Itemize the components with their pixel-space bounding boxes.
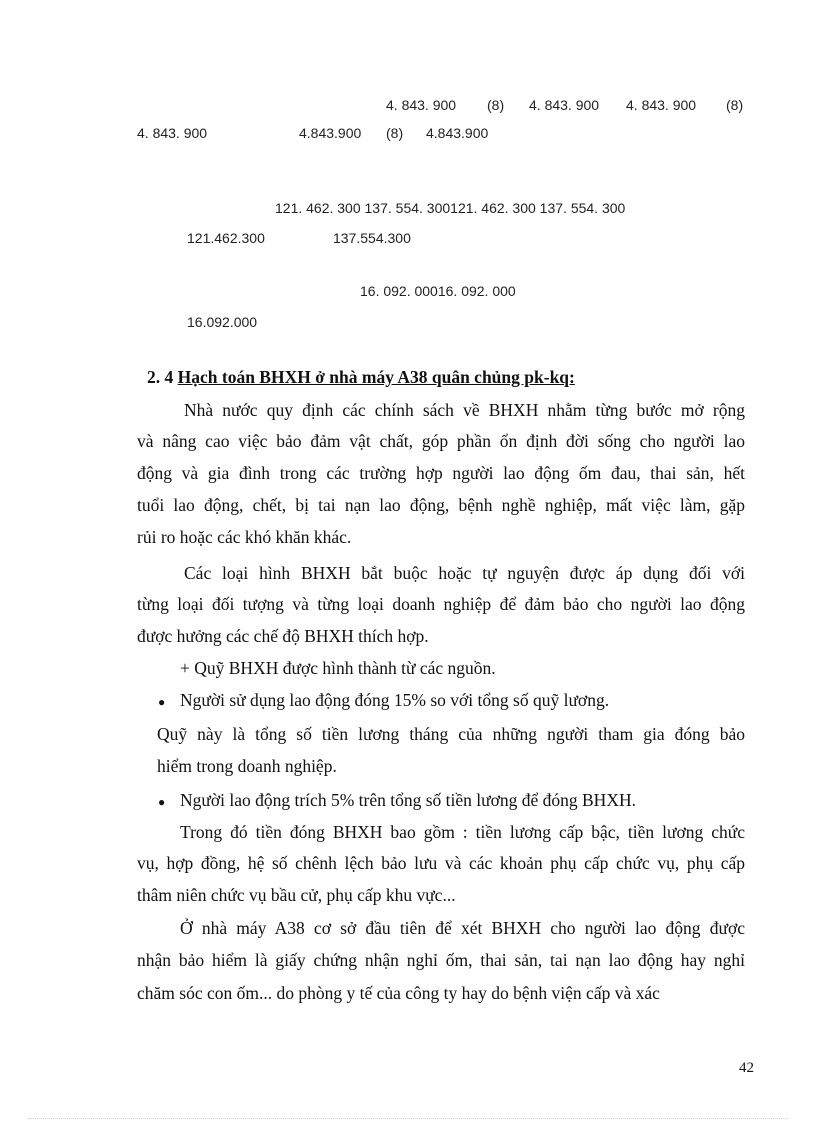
paragraph-line: Các loại hình BHXH bắt buộc hoặc tự nguyện được áp dụng đối với (184, 563, 745, 583)
paragraph-line: Ở nhà máy A38 cơ sở đầu tiên để xét BHXH cho người lao động được (180, 918, 745, 938)
paragraph-line: tuổi lao động, chết, bị tai nạn lao động, bệnh nghề nghiệp, mất việc làm, gặp (137, 495, 745, 515)
table-value: 4.843.900 (426, 125, 489, 141)
bullet-text: Người sử dụng lao động đóng 15% so với tổng số quỹ lương. (180, 690, 610, 710)
paragraph-line: và nâng cao việc bảo đảm vật chất, góp phần ổn định đời sống cho người lao (137, 431, 745, 451)
table-value: (8) (386, 125, 404, 141)
paragraph-line: vụ, hợp đồng, hệ số chênh lệch bảo lưu và các khoản phụ cấp chức vụ, phụ cấp (137, 853, 745, 873)
paragraph-line: Trong đó tiền đóng BHXH bao gồm : tiền lương cấp bậc, tiền lương chức (180, 822, 745, 842)
paragraph-line: động và gia đình trong các trường hợp người lao động ốm đau, thai sản, hết (137, 463, 745, 483)
table-value: (8) (487, 97, 505, 113)
paragraph-line: hiểm trong doanh nghiệp. (157, 756, 337, 776)
paragraph-line: Quỹ này là tổng số tiền lương tháng của những người tham gia đóng bảo (157, 724, 745, 744)
paragraph-line: thâm niên chức vụ bầu cử, phụ cấp khu vực... (137, 885, 456, 905)
table-value: 4. 843. 900 (137, 125, 208, 141)
paragraph-line: rủi ro hoặc các khó khăn khác. (137, 527, 352, 547)
paragraph-line: nhận bảo hiểm là giấy chứng nhận nghỉ ốm, thai sản, tai nạn lao động hay nghỉ (137, 950, 745, 970)
bullet-text: Người lao động trích 5% trên tổng số tiền lương để đóng BHXH. (180, 790, 636, 810)
table-value: 121.462.300 (187, 230, 265, 246)
table-value: 16. 092. 00016. 092. 000 (360, 283, 516, 299)
table-value: 4. 843. 900 (529, 97, 600, 113)
bullet-icon: ● (158, 695, 166, 709)
table-value: 137.554.300 (333, 230, 411, 246)
section-number: 2. 4 (147, 367, 174, 387)
page-number: 42 (739, 1060, 754, 1076)
paragraph-line: chăm sóc con ốm... do phòng y tế của công ty hay do bệnh viện cấp và xác (137, 983, 660, 1003)
table-value: 4. 843. 900 (386, 97, 457, 113)
footer-divider (28, 1118, 788, 1119)
paragraph-line: Nhà nước quy định các chính sách về BHXH nhằm từng bước mở rộng (184, 400, 745, 420)
paragraph-line: được hưởng các chế độ BHXH thích hợp. (137, 626, 429, 646)
table-value: 4. 843. 900 (626, 97, 697, 113)
section-heading (147, 367, 575, 388)
table-value: 121. 462. 300 137. 554. 300121. 462. 300 137. 554. 300 (275, 200, 626, 216)
paragraph-line: + Quỹ BHXH được hình thành từ các nguồn. (180, 658, 496, 678)
table-value: 16.092.000 (187, 314, 258, 330)
bullet-icon: ● (158, 795, 166, 809)
paragraph-line: từng loại đối tượng và từng loại doanh nghiệp để đảm bảo cho người lao động (137, 594, 745, 614)
table-value: 4.843.900 (299, 125, 362, 141)
section-title: Hạch toán BHXH ở nhà máy A38 quân chủng pk-kq: (177, 367, 575, 387)
table-value: (8) (726, 97, 744, 113)
